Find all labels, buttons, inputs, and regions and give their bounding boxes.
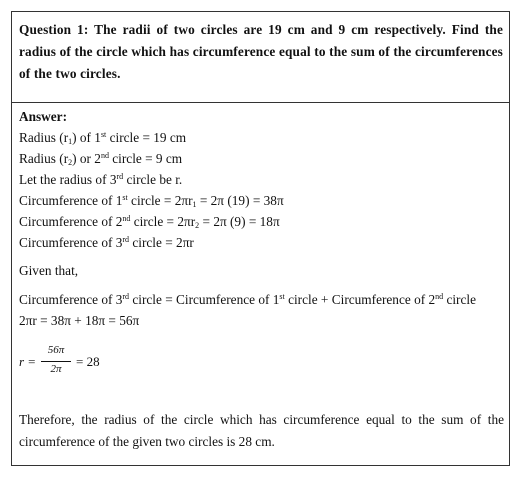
circumference-1-text-c: = 2π (19) = 38π (196, 193, 284, 208)
sum-text-b: circle = Circumference of 1 (129, 292, 280, 307)
fraction-numerator: 56π (47, 344, 65, 356)
circumference-1-text-b: circle = 2πr (127, 193, 193, 208)
sum-text-a: Circumference of 3 (19, 292, 123, 307)
radius-1-text-b: ) of 1 (72, 130, 101, 145)
circumference-2-subscript: 2 (195, 221, 200, 230)
radius-2-line (19, 151, 182, 167)
given-that-line: Given that, (19, 263, 79, 278)
sum-superscript-2: st (279, 292, 285, 301)
question-box (12, 12, 509, 103)
radius-2-text-b: ) or 2 (72, 151, 101, 166)
radius-3-line (19, 172, 182, 188)
circumference-3-line (19, 235, 194, 251)
circumference-3-text-a: Circumference of 3 (19, 235, 123, 250)
radius-2-text-c: circle = 9 cm (108, 151, 183, 166)
fraction-rhs: = 28 (76, 354, 100, 369)
circumference-3-superscript: rd (122, 235, 130, 244)
circumference-2-superscript: nd (122, 214, 131, 223)
question-label: Question 1: (19, 22, 89, 37)
circumference-2-text-a: Circumference of 2 (19, 214, 123, 229)
radius-2-subscript: 2 (68, 158, 73, 167)
radius-1-text-a: Radius (r (19, 130, 69, 145)
sum-superscript-1: rd (122, 292, 130, 301)
sum-superscript-3: nd (435, 292, 444, 301)
circumference-2-text-b: circle = 2πr (130, 214, 196, 229)
sum-text-d: circle (443, 292, 476, 307)
radius-3-superscript: rd (116, 172, 124, 181)
circumference-1-line (19, 193, 284, 209)
fraction-lhs: r = (19, 354, 37, 369)
equation-line: 2πr = 38π + 18π = 56π (19, 313, 140, 328)
circumference-1-text-a: Circumference of 1 (19, 193, 123, 208)
question-text (19, 19, 503, 85)
answer-heading: Answer: (19, 109, 68, 124)
circumference-2-line (19, 214, 280, 230)
radius-1-subscript: 1 (68, 137, 73, 146)
question-body: The radii of two circles are 19 cm and 9 cm respectively. Find the radius of the circle which has circumference equal to the sum of the circumferences of the two circles. (19, 22, 504, 81)
circumference-1-superscript: st (122, 193, 128, 202)
sum-text-c: circle + Circumference of 2 (284, 292, 436, 307)
circumference-2-text-c: = 2π (9) = 18π (199, 214, 280, 229)
conclusion-text: Therefore, the radius of the circle which has circumference equal to the sum of the circumference of the given two circles is 28 cm. (19, 412, 504, 449)
circumference-1-subscript: 1 (192, 200, 197, 209)
radius-1-superscript: st (100, 130, 107, 139)
radius-3-text-a: Let the radius of 3 (19, 172, 117, 187)
fraction-equation (19, 346, 129, 380)
solution-sheet (11, 11, 510, 466)
fraction-bar (41, 361, 71, 362)
circumference-3-text-c: circle = 2πr (129, 235, 194, 250)
radius-3-text-c: circle be r. (123, 172, 183, 187)
radius-1-text-c: circle = 19 cm (106, 130, 187, 145)
radius-1-line (19, 130, 186, 146)
radius-2-text-a: Radius (r (19, 151, 69, 166)
radius-2-superscript: nd (100, 151, 109, 160)
circumference-sum-line (19, 292, 476, 308)
fraction-denominator: 2π (50, 363, 62, 375)
